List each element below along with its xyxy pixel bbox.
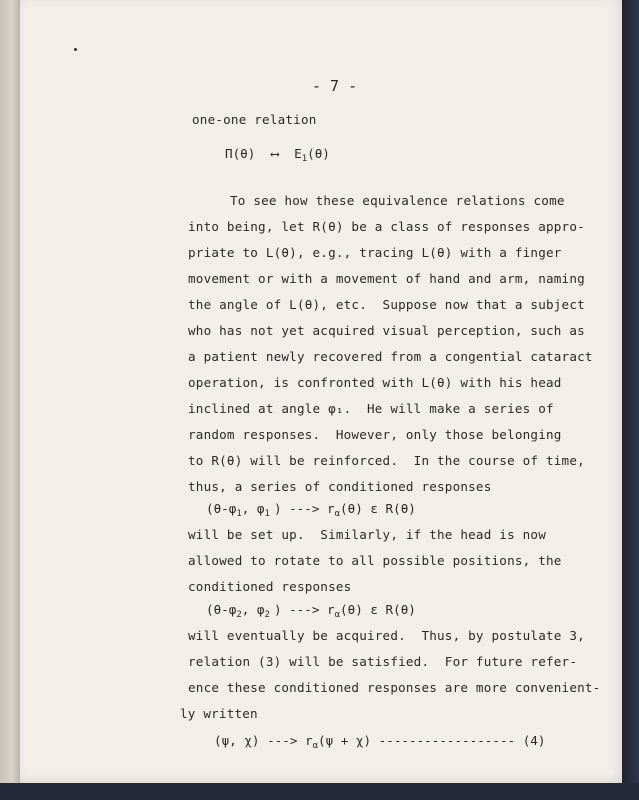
after-line: ence these conditioned responses are more convenient-	[188, 680, 601, 695]
f2-part4: (θ) ε R(θ)	[340, 602, 416, 617]
relation-left: Π(θ)	[225, 146, 256, 161]
f1-part2: , φ	[241, 501, 265, 516]
paragraph-line: priate to L(θ), e.g., tracing L(θ) with a finger	[188, 245, 562, 260]
f1-sub1: 1	[236, 509, 242, 519]
paragraph-line: random responses. However, only those belonging	[188, 427, 562, 442]
formula-1	[206, 501, 416, 519]
relation-formula	[225, 146, 330, 164]
f1-part1: (θ-φ	[206, 501, 237, 516]
intro-line: one-one relation	[192, 112, 317, 127]
f2-sub1: 2	[236, 610, 242, 620]
f2-sub3: α	[334, 610, 341, 620]
after-line: relation (3) will be satisfied. For future refer-	[188, 654, 578, 669]
f2-part1: (θ-φ	[206, 602, 237, 617]
f2-part3: ) ---> r	[273, 602, 335, 617]
after-line: will be set up. Similarly, if the head is now	[188, 527, 546, 542]
f2-part2: , φ	[241, 602, 265, 617]
f1-sub2: 1	[264, 509, 270, 519]
paragraph-line: thus, a series of conditioned responses	[188, 479, 492, 494]
f1-part4: (θ) ε R(θ)	[340, 501, 416, 516]
after-line: conditioned responses	[188, 579, 352, 594]
paragraph-line: who has not yet acquired visual perception, such as	[188, 323, 585, 338]
after-line: ly written	[180, 706, 258, 721]
page-number: - 7 -	[312, 77, 358, 95]
speck	[74, 48, 77, 51]
relation-arrow: ⟷	[270, 146, 279, 161]
formula-2	[206, 602, 416, 620]
relation-right-base: E	[294, 146, 302, 161]
f3-part1: (ψ, χ) ---> r	[214, 733, 313, 748]
relation-right-sub: 1	[301, 154, 308, 164]
f1-part3: ) ---> r	[273, 501, 335, 516]
paragraph-line: inclined at angle φ₁. He will make a series of	[188, 401, 554, 416]
formula-3	[214, 733, 545, 751]
paragraph-line: movement or with a movement of hand and arm, naming	[188, 271, 585, 286]
document-page	[20, 0, 622, 783]
after-line: will eventually be acquired. Thus, by postulate 3,	[188, 628, 585, 643]
binder-strip	[0, 0, 20, 800]
f3-part2: (ψ + χ) ------------------ (4)	[318, 733, 546, 748]
paragraph-line: to R(θ) will be reinforced. In the course of time,	[188, 453, 585, 468]
f2-sub2: 2	[264, 610, 270, 620]
bottom-edge-shadow	[0, 783, 639, 800]
f1-sub3: α	[334, 509, 341, 519]
relation-right-tail: (θ)	[307, 146, 330, 161]
paragraph-line: into being, let R(θ) be a class of responses appro-	[188, 219, 585, 234]
f3-sub1: α	[312, 741, 318, 751]
paragraph-line: To see how these equivalence relations come	[230, 193, 565, 208]
after-line: allowed to rotate to all possible positions, the	[188, 553, 562, 568]
paragraph-line: operation, is confronted with L(θ) with his head	[188, 375, 562, 390]
paragraph-line: the angle of L(θ), etc. Suppose now that a subject	[188, 297, 585, 312]
paragraph-line: a patient newly recovered from a congential cataract	[188, 349, 593, 364]
page-edge-shadow	[622, 0, 639, 800]
